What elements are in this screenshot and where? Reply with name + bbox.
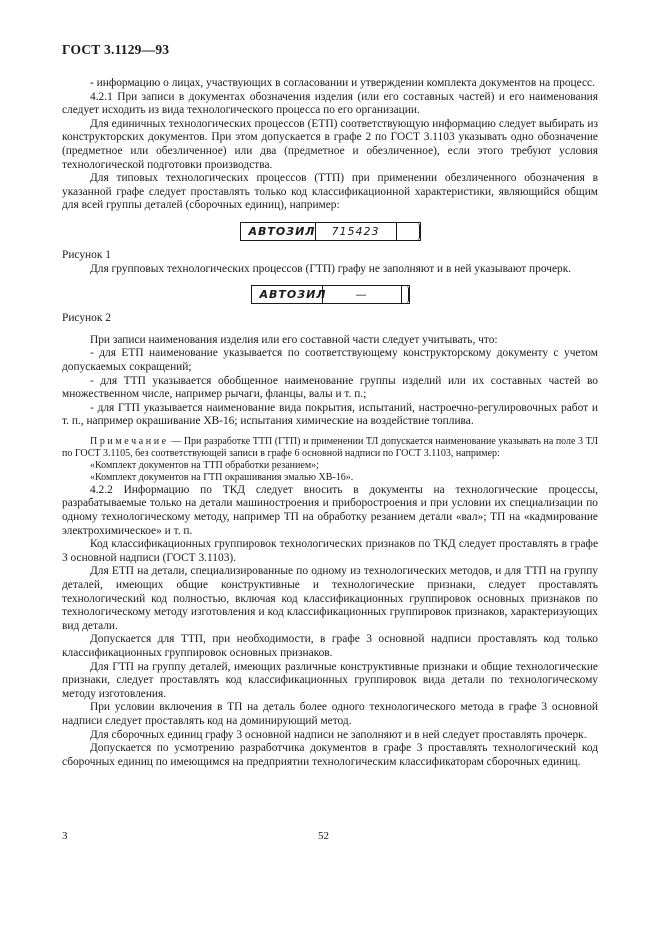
paragraph: При записи наименования изделия или его составной части следует учитывать, что: [90, 333, 498, 346]
paragraph: Допускается по усмотрению разработчика документов в графе 3 проставлять технологический код сборочных единиц по имеющимся на предприятии технологическим классификаторам сборочных единиц. [62, 742, 598, 768]
paragraph: Для ГТП на группу деталей, имеющих различные конструктивные признаки и общие технологические признаки, следует проставлять код классификационных группировок вида детали по технологическому методу изготовления. [62, 660, 598, 700]
stamp-cell-empty [397, 223, 420, 240]
page-body [62, 77, 598, 769]
list-item: - для ЕТП наименование указывается по соответствующему конструкторскому документу с учетом допускаемых сокращений; [62, 347, 598, 373]
figure-1 [62, 222, 598, 241]
paragraph: Для групповых технологических процессов (ГТП) графу не заполняют и в ней указывают прочерк. [90, 262, 572, 275]
note-text: — При разработке ТТП (ГТП) и применении ТЛ допускается наименование указывать на поле 3 ТЛ по ГОСТ 3.1105, без соответствующей записи в графе 6 основной надписи по ГОСТ 3.1103, например: [62, 435, 598, 459]
figure-2 [62, 285, 598, 304]
note-label: Примечание [90, 435, 169, 447]
paragraph: - информацию о лицах, участвующих в согласовании и утверждении комплекта документов на процесс. [90, 77, 595, 89]
note-block [62, 436, 598, 484]
list-item: - для ГТП указывается наименование вида покрытия, испытаний, настроечно-регулировочных работ и т. п., например окрашивание ХВ-16; испытания химические на воздействие топлива. [62, 401, 598, 428]
paragraph: Код классификационных группировок технологических признаков по ТКД следует проставлять в графе 3 основной надписи (ГОСТ 3.1103). [62, 538, 598, 564]
stamp-cell-dash: — [323, 286, 402, 303]
stamp-cell-code-word: АВТОЗИЛ [252, 286, 323, 303]
designation-stamp [240, 222, 421, 241]
note-example: «Комплект документов на ГТП окрашивания эмалью ХВ-16». [90, 471, 354, 483]
paragraph: Для единичных технологических процессов (ЕТП) соответствующую информацию следует выбирать из конструкторских документов. При этом допускается в графе 2 по ГОСТ 3.1103 указывать одно обозначение (предметное или обезличенное) или два (предметное и обезличенное), если этого требуют условия технологической подготовки производства. [62, 117, 598, 171]
stamp-cell-code-number: 715423 [316, 223, 397, 240]
paragraph: При условии включения в ТП на деталь более одного технологического метода в графе 3 основной надписи следует проставлять код на доминирующий метод. [62, 701, 598, 727]
paragraph: Для типовых технологических процессов (ТТП) при применении обезличенного обозначения в указанной графе следует проставлять только код классификационной характеристики, являющийся общим для всей группы деталей (сборочных единиц), например: [62, 172, 598, 212]
paragraph: Для ЕТП на детали, специализированные по одному из технологических методов, и для ТТП на группу деталей, имеющих общие конструктивные и технологические признаки, следует проставлять технологический код полностью, включая код классификационных группировок основных признаков по технологическому методу изготовления и код классификационных группировок признаков, характеризующих вид детали. [62, 565, 598, 632]
paragraph: Для сборочных единиц графу 3 основной надписи не заполняют и в ней следует проставлять прочерк. [90, 728, 587, 741]
paragraph: Допускается для ТТП, при необходимости, в графе 3 основной надписи проставлять код только классификационных группировок основных признаков. [62, 633, 598, 659]
footer-left-number: 3 [62, 830, 68, 842]
note-example: «Комплект документов на ТТП обработки резанием»; [90, 459, 319, 471]
list-item: - для ТТП указывается обобщенное наименование группы изделий или их составных частей во множественном числе, например рычаги, фланцы, валы и т. п.; [62, 374, 598, 401]
figure-1-caption: Рисунок 1 [62, 248, 111, 261]
stamp-cell-empty [402, 286, 409, 303]
document-header: ГОСТ 3.1129—93 [62, 42, 170, 57]
designation-stamp [251, 285, 410, 304]
clause-4-2-1: 4.2.1 При записи в документах обозначения изделия (или его составных частей) и его наименования следует исходить из вида технологического процесса по его организации. [62, 90, 598, 117]
stamp-cell-code-word: АВТОЗИЛ [241, 223, 316, 240]
page-number: 52 [318, 830, 329, 842]
clause-4-2-2: 4.2.2 Информацию по ТКД следует вносить в документы на технологические процессы, разрабатываемые только на детали машиностроения и приборостроения и при условии их специализации по одному технологическому методу, например ТП на обработку резанием детали «вал»; ТП на «кадмирование электрохимическое» и т. п. [62, 483, 598, 537]
figure-2-caption: Рисунок 2 [62, 312, 111, 325]
